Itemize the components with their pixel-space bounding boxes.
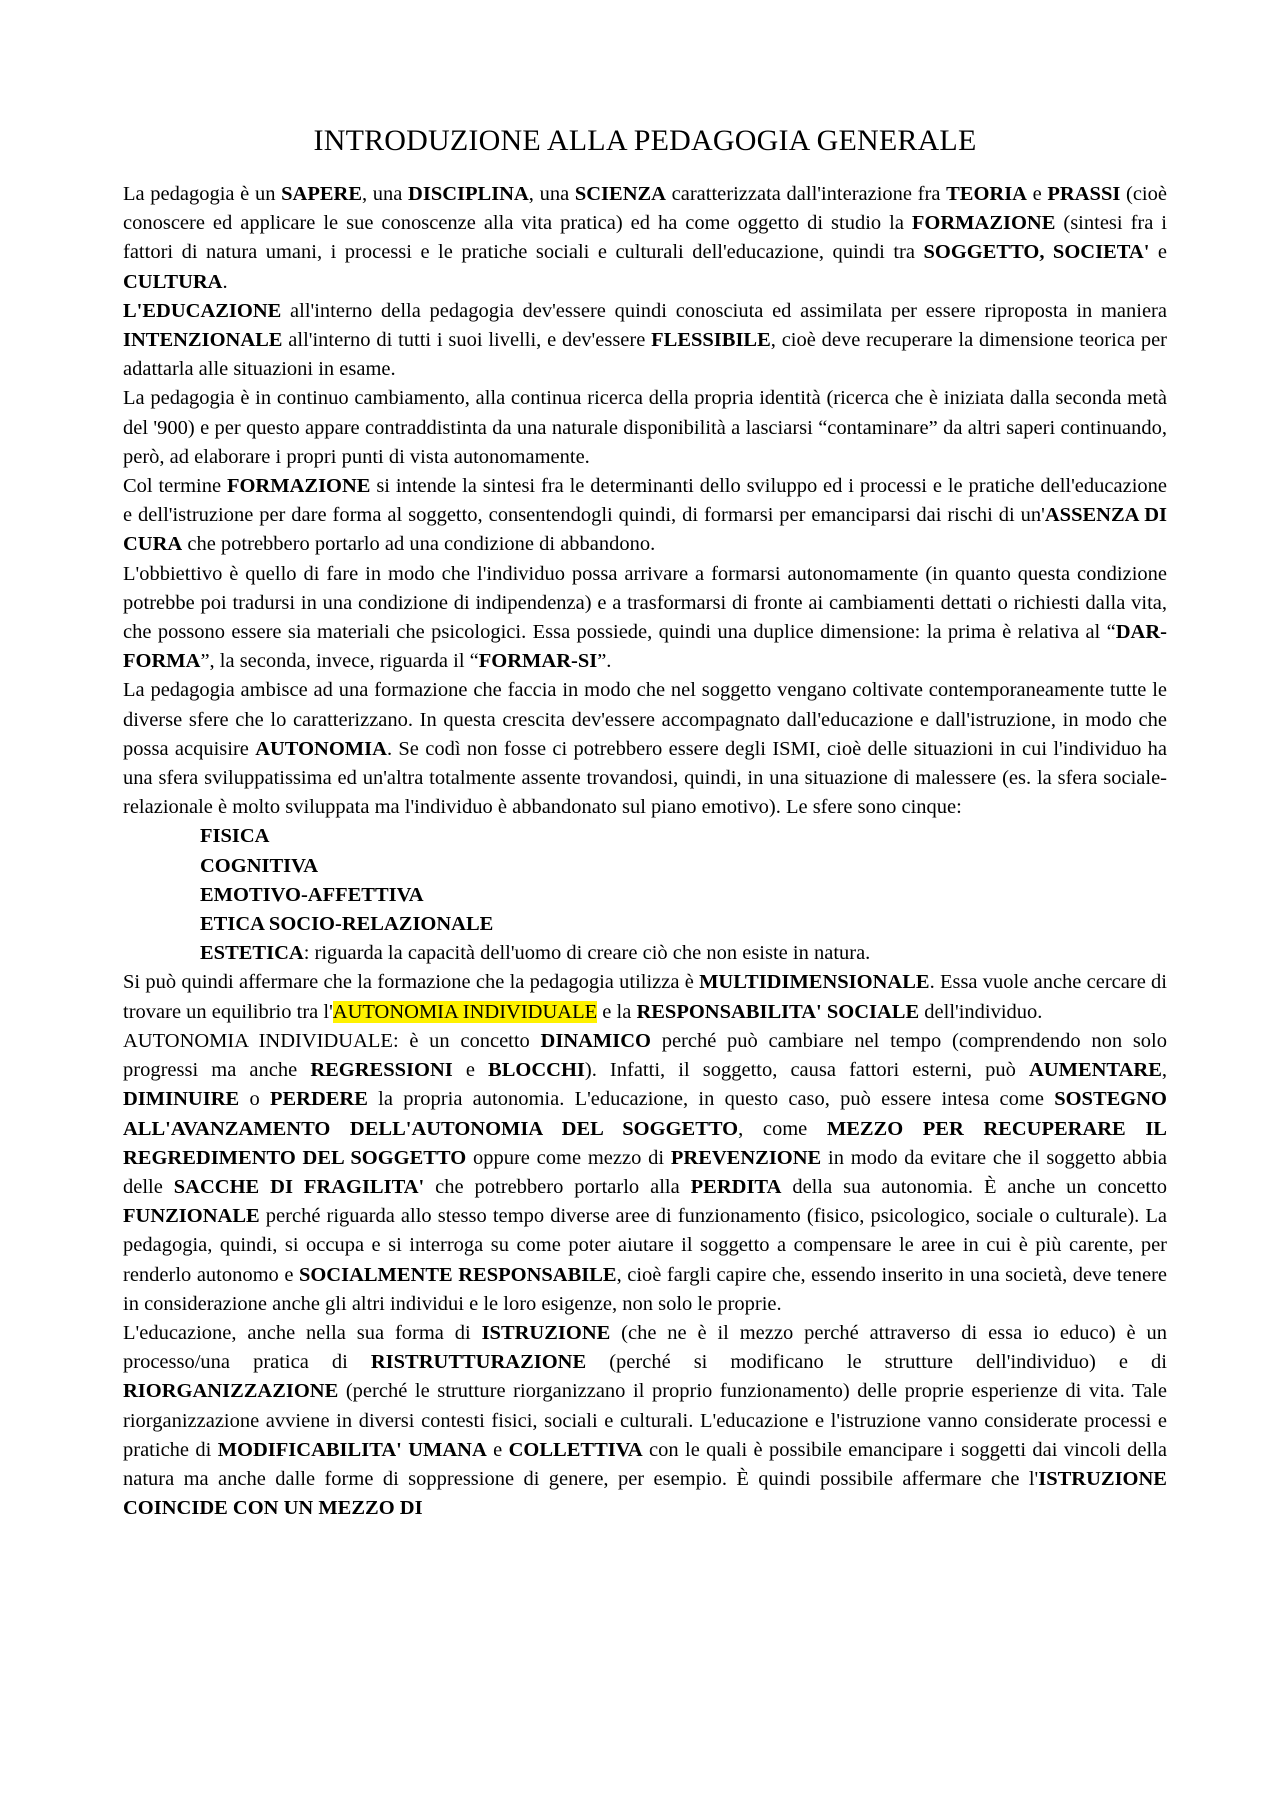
list-item: EMOTIVO-AFFETTIVA xyxy=(200,883,424,906)
list-item: ESTETICA: riguarda la capacità dell'uomo di creare ciò che non esiste in natura. xyxy=(200,942,871,965)
document-body xyxy=(123,180,1167,1523)
paragraph-obbiettivo: L'obbiettivo è quello di fare in modo che l'individuo possa arrivare a formarsi autonomamente (in quanto questa condizione potrebbe poi tradursi in una condizione di indipendenza) e a trasformarsi di fronte ai cambiamenti dettati o richiesti dalla vita, che possono essere sia materiali che psicologici. Essa possiede, quindi una duplice dimensione: la prima è relativa al “DAR-FORMA”, la seconda, invece, riguarda il “FORMAR-SI”. xyxy=(123,562,1167,673)
highlighted-text: AUTONOMIA INDIVIDUALE xyxy=(332,1000,598,1023)
page-title: INTRODUZIONE ALLA PEDAGOGIA GENERALE xyxy=(313,124,977,157)
paragraph-autonomia: AUTONOMIA INDIVIDUALE: è un concetto DINAMICO perché può cambiare nel tempo (comprendendo non solo progressi ma anche REGRESSIONI e BLOCCHI). Infatti, il soggetto, causa fattori esterni, può AUMENTARE, DIMINUIRE o PERDERE la propria autonomia. L'educazione, in questo caso, può essere intesa come SOSTEGNO ALL'AVANZAMENTO DELL'AUTONOMIA DEL SOGGETTO, come MEZZO PER RECUPERARE IL REGREDIMENTO DEL SOGGETTO oppure come mezzo di PREVENZIONE in modo da evitare che il soggetto abbia delle SACCHE DI FRAGILITA' che potrebbero portarlo alla PERDITA della sua autonomia. È anche un concetto FUNZIONALE perché riguarda allo stesso tempo diverse aree di funzionamento (fisico, psicologico, sociale o culturale). La pedagogia, quindi, si occupa e si interroga su come poter aiutare il soggetto a compensare le aree in cui è più carente, per renderlo autonomo e SOCIALMENTE RESPONSABILE, cioè fargli capire che, essendo inserito in una società, deve tenere in considerazione anche gli altri individui e le loro esigenze, non solo le proprie. xyxy=(123,1029,1168,1315)
list-item: COGNITIVA xyxy=(200,854,319,877)
paragraph-istruzione: L'educazione, anche nella sua forma di ISTRUZIONE (che ne è il mezzo perché attraverso di essa io educo) è un processo/una pratica di RISTRUTTURAZIONE (perché si modificano le strutture dell'individuo) e di RIORGANIZZAZIONE (perché le strutture riorganizzano il proprio funzionamento) delle proprie esperienze di vita. Tale riorganizzazione avviene in diversi contesti fisici, sociali e culturali. L'educazione e l'istruzione vanno considerate processi e pratiche di MODIFICABILITA' UMANA e COLLETTIVA con le quali è possibile emancipare i soggetti dai vincoli della natura ma anche dalle forme di soppressione di genere, per esempio. È quindi possibile affermare che l'ISTRUZIONE COINCIDE CON UN MEZZO DI xyxy=(123,1321,1167,1520)
paragraph-formazione: Col termine FORMAZIONE si intende la sintesi fra le determinanti dello sviluppo ed i processi e le pratiche dell'educazione e dell'istruzione per dare forma al soggetto, consentendogli quindi, di formarsi per emanciparsi dai rischi di un'ASSENZA DI CURA che potrebbero portarlo ad una condizione di abbandono. xyxy=(123,475,1167,556)
paragraph-definition: La pedagogia è un SAPERE, una DISCIPLINA, una SCIENZA caratterizzata dall'interazione fra TEORIA e PRASSI (cioè conoscere ed applicare le sue conoscenze alla vita pratica) ed ha come oggetto di studio la FORMAZIONE (sintesi fra i fattori di natura umani, i processi e le pratiche sociali e culturali dell'educazione, quindi tra SOGGETTO, SOCIETA' e CULTURA. xyxy=(123,183,1167,293)
paragraph-educazione: L'EDUCAZIONE all'interno della pedagogia dev'essere quindi conosciuta ed assimilata per essere riproposta in maniera INTENZIONALE all'interno di tutti i suoi livelli, e dev'essere FLESSIBILE, cioè deve recuperare la dimensione teorica per adattarla alle situazioni in esame. xyxy=(123,299,1167,381)
paragraph-sfere: La pedagogia ambisce ad una formazione che faccia in modo che nel soggetto vengano coltivate contemporaneamente tutte le diverse sfere che lo caratterizzano. In questa crescita dev'essere accompagnato dall'educazione e dall'istruzione, in modo che possa acquisire AUTONOMIA. Se codì non fosse ci potrebbero essere degli ISMI, cioè delle situazioni in cui l'individuo ha una sfera sviluppatissima ed un'altra totalmente assente trovandosi, quindi, in una situazione di malessere (es. la sfera sociale-relazionale è molto sviluppata ma l'individuo è abbandonato sul piano emotivo). Le sfere sono cinque: xyxy=(123,679,1168,819)
paragraph-cambiamento: La pedagogia è in continuo cambiamento, alla continua ricerca della propria identità (ricerca che è iniziata dalla seconda metà del '900) e per questo appare contraddistinta da una naturale disponibilità a lasciarsi “contaminare” da altri saperi continuando, però, ad elaborare i propri punti di vista autonomamente. xyxy=(123,387,1167,468)
spheres-list xyxy=(123,822,1167,968)
list-item: FISICA xyxy=(200,825,270,848)
paragraph-multidimensionale: Si può quindi affermare che la formazione che la pedagogia utilizza è MULTIDIMENSIONALE. Essa vuole anche cercare di trovare un equilibrio tra l'AUTONOMIA INDIVIDUALE e la RESPONSABILITA' SOCIALE dell'individuo. xyxy=(123,971,1167,1023)
list-item: ETICA SOCIO-RELAZIONALE xyxy=(200,913,494,936)
